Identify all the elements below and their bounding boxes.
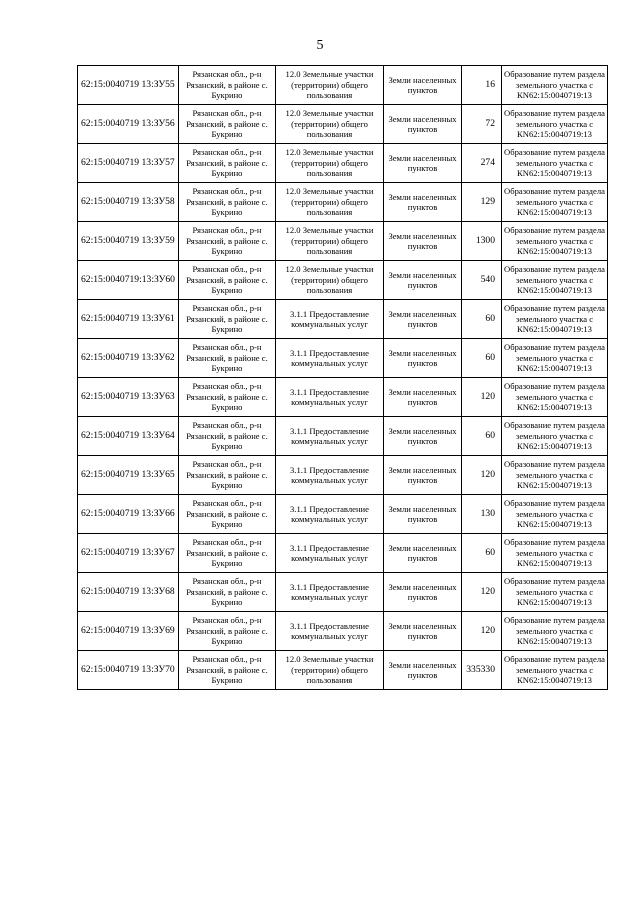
formation-method-cell: Образование путем раздела земельного участка с КN62:15:0040719:13 [502,534,608,573]
land-category-cell: Земли населенных пунктов [384,417,462,456]
permitted-use-cell: 12.0 Земельные участки (территории) общего пользования [276,144,384,183]
permitted-use-cell: 12.0 Земельные участки (территории) общего пользования [276,222,384,261]
cadastral-number-cell: 62:15:0040719 13:ЗУ57 [78,144,179,183]
land-category-cell: Земли населенных пунктов [384,651,462,690]
address-cell: Рязанская обл., р-н Рязанский, в районе с. Букрино [179,378,276,417]
permitted-use-cell: 3.1.1 Предоставление коммунальных услуг [276,495,384,534]
cadastral-number-cell: 62:15:0040719 13:ЗУ67 [78,534,179,573]
area-cell: 120 [462,573,502,612]
formation-method-cell: Образование путем раздела земельного участка с КN62:15:0040719:13 [502,456,608,495]
table-row [78,261,608,300]
address-cell: Рязанская обл., р-н Рязанский, в районе с. Букрино [179,495,276,534]
cadastral-number-cell: 62:15:0040719 13:ЗУ61 [78,300,179,339]
address-cell: Рязанская обл., р-н Рязанский, в районе с. Букрино [179,573,276,612]
address-cell: Рязанская обл., р-н Рязанский, в районе с. Букрино [179,183,276,222]
area-cell: 129 [462,183,502,222]
address-cell: Рязанская обл., р-н Рязанский, в районе с. Букрино [179,261,276,300]
area-cell: 60 [462,534,502,573]
address-cell: Рязанская обл., р-н Рязанский, в районе с. Букрино [179,66,276,105]
table-row [78,222,608,261]
land-category-cell: Земли населенных пунктов [384,66,462,105]
cadastral-number-cell: 62:15:0040719 13:ЗУ56 [78,105,179,144]
cadastral-number-cell: 62:15:0040719 13:ЗУ59 [78,222,179,261]
address-cell: Рязанская обл., р-н Рязанский, в районе с. Букрино [179,144,276,183]
cadastral-number-cell: 62:15:0040719 13:ЗУ58 [78,183,179,222]
table-row [78,339,608,378]
formation-method-cell: Образование путем раздела земельного участка с КN62:15:0040719:13 [502,651,608,690]
cadastral-number-cell: 62:15:0040719 13:ЗУ62 [78,339,179,378]
area-cell: 1300 [462,222,502,261]
area-cell: 60 [462,417,502,456]
formation-method-cell: Образование путем раздела земельного участка с КN62:15:0040719:13 [502,300,608,339]
address-cell: Рязанская обл., р-н Рязанский, в районе с. Букрино [179,651,276,690]
cadastral-number-cell: 62:15:0040719 13:ЗУ63 [78,378,179,417]
permitted-use-cell: 12.0 Земельные участки (территории) общего пользования [276,183,384,222]
area-cell: 274 [462,144,502,183]
address-cell: Рязанская обл., р-н Рязанский, в районе с. Букрино [179,222,276,261]
area-cell: 120 [462,378,502,417]
permitted-use-cell: 12.0 Земельные участки (территории) общего пользования [276,105,384,144]
permitted-use-cell: 3.1.1 Предоставление коммунальных услуг [276,612,384,651]
permitted-use-cell: 3.1.1 Предоставление коммунальных услуг [276,534,384,573]
formation-method-cell: Образование путем раздела земельного участка с КN62:15:0040719:13 [502,144,608,183]
table-row [78,573,608,612]
table-row [78,417,608,456]
table-row [78,183,608,222]
table-row [78,534,608,573]
address-cell: Рязанская обл., р-н Рязанский, в районе с. Букрино [179,300,276,339]
table-row [78,378,608,417]
formation-method-cell: Образование путем раздела земельного участка с КN62:15:0040719:13 [502,261,608,300]
land-category-cell: Земли населенных пунктов [384,144,462,183]
cadastral-number-cell: 62:15:0040719 13:ЗУ66 [78,495,179,534]
permitted-use-cell: 12.0 Земельные участки (территории) общего пользования [276,261,384,300]
address-cell: Рязанская обл., р-н Рязанский, в районе с. Букрино [179,612,276,651]
table-row [78,456,608,495]
cadastral-number-cell: 62:15:0040719 13:ЗУ68 [78,573,179,612]
area-cell: 60 [462,300,502,339]
land-category-cell: Земли населенных пунктов [384,222,462,261]
land-category-cell: Земли населенных пунктов [384,105,462,144]
permitted-use-cell: 3.1.1 Предоставление коммунальных услуг [276,300,384,339]
permitted-use-cell: 3.1.1 Предоставление коммунальных услуг [276,573,384,612]
permitted-use-cell: 3.1.1 Предоставление коммунальных услуг [276,378,384,417]
address-cell: Рязанская обл., р-н Рязанский, в районе с. Букрино [179,534,276,573]
table-row [78,105,608,144]
cadastral-number-cell: 62:15:0040719 13:ЗУ65 [78,456,179,495]
table-row [78,651,608,690]
formation-method-cell: Образование путем раздела земельного участка с КN62:15:0040719:13 [502,66,608,105]
formation-method-cell: Образование путем раздела земельного участка с КN62:15:0040719:13 [502,378,608,417]
table-row [78,66,608,105]
cadastral-number-cell: 62:15:0040719 13:ЗУ64 [78,417,179,456]
land-category-cell: Земли населенных пунктов [384,534,462,573]
permitted-use-cell: 3.1.1 Предоставление коммунальных услуг [276,417,384,456]
table-row [78,612,608,651]
area-cell: 335330 [462,651,502,690]
formation-method-cell: Образование путем раздела земельного участка с КN62:15:0040719:13 [502,105,608,144]
area-cell: 16 [462,66,502,105]
address-cell: Рязанская обл., р-н Рязанский, в районе с. Букрино [179,105,276,144]
formation-method-cell: Образование путем раздела земельного участка с КN62:15:0040719:13 [502,573,608,612]
cadastral-number-cell: 62:15:0040719 13:ЗУ70 [78,651,179,690]
land-category-cell: Земли населенных пунктов [384,183,462,222]
land-category-cell: Земли населенных пунктов [384,339,462,378]
cadastral-number-cell: 62:15:0040719 13:ЗУ55 [78,66,179,105]
page-number: 5 [316,38,324,53]
cadastral-number-cell: 62:15:0040719:13:ЗУ60 [78,261,179,300]
parcel-table-body [78,66,608,690]
land-category-cell: Земли населенных пунктов [384,495,462,534]
formation-method-cell: Образование путем раздела земельного участка с КN62:15:0040719:13 [502,495,608,534]
address-cell: Рязанская обл., р-н Рязанский, в районе с. Букрино [179,417,276,456]
area-cell: 540 [462,261,502,300]
area-cell: 120 [462,456,502,495]
land-category-cell: Земли населенных пунктов [384,378,462,417]
formation-method-cell: Образование путем раздела земельного участка с КN62:15:0040719:13 [502,417,608,456]
area-cell: 120 [462,612,502,651]
formation-method-cell: Образование путем раздела земельного участка с КN62:15:0040719:13 [502,183,608,222]
formation-method-cell: Образование путем раздела земельного участка с КN62:15:0040719:13 [502,339,608,378]
area-cell: 130 [462,495,502,534]
formation-method-cell: Образование путем раздела земельного участка с КN62:15:0040719:13 [502,612,608,651]
land-category-cell: Земли населенных пунктов [384,456,462,495]
permitted-use-cell: 12.0 Земельные участки (территории) общего пользования [276,651,384,690]
land-category-cell: Земли населенных пунктов [384,573,462,612]
address-cell: Рязанская обл., р-н Рязанский, в районе с. Букрино [179,456,276,495]
table-row [78,144,608,183]
land-category-cell: Земли населенных пунктов [384,300,462,339]
table-row [78,300,608,339]
land-category-cell: Земли населенных пунктов [384,612,462,651]
cadastral-number-cell: 62:15:0040719 13:ЗУ69 [78,612,179,651]
table-row [78,495,608,534]
land-category-cell: Земли населенных пунктов [384,261,462,300]
area-cell: 72 [462,105,502,144]
permitted-use-cell: 12.0 Земельные участки (территории) общего пользования [276,66,384,105]
address-cell: Рязанская обл., р-н Рязанский, в районе с. Букрино [179,339,276,378]
area-cell: 60 [462,339,502,378]
permitted-use-cell: 3.1.1 Предоставление коммунальных услуг [276,339,384,378]
formation-method-cell: Образование путем раздела земельного участка с КN62:15:0040719:13 [502,222,608,261]
permitted-use-cell: 3.1.1 Предоставление коммунальных услуг [276,456,384,495]
parcel-table [77,65,608,690]
